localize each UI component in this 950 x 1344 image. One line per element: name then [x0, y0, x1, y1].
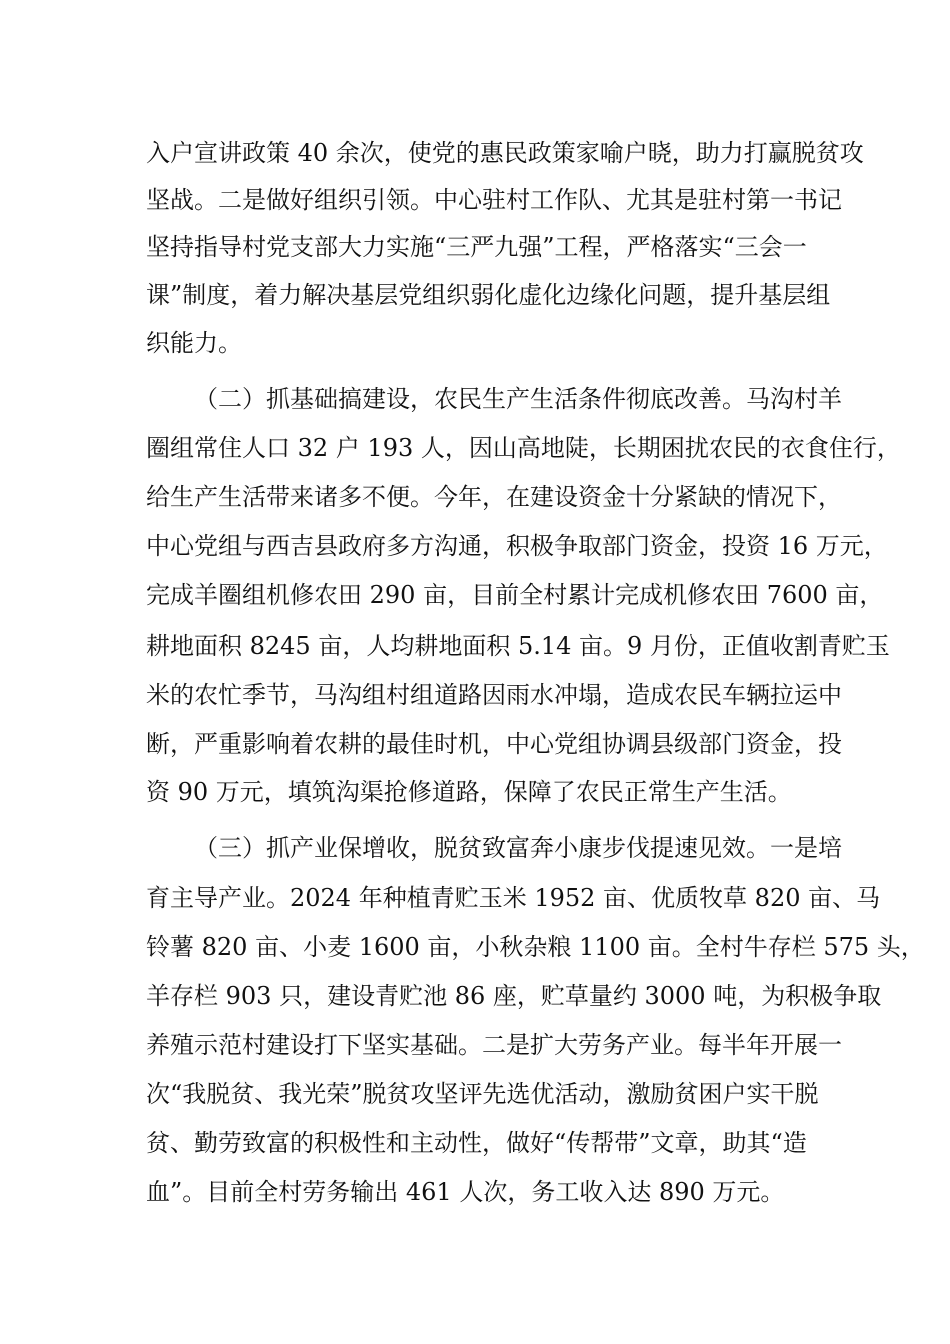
paragraph-2-line-5: 完成羊圈组机修农田 290 亩，目前全村累计完成机修农田 7600 亩， [146, 581, 884, 609]
paragraph-3-line-3: 铃薯 820 亩、小麦 1600 亩，小秋杂粮 1100 亩。全村牛存栏 575 头， [146, 933, 925, 961]
paragraph-3-line-1: （三）抓产业保增收，脱贫致富奔小康步伐提速见效。一是培 [194, 834, 842, 862]
paragraph-3-line-2: 育主导产业。2024 年种植青贮玉米 1952 亩、优质牧草 820 亩、马 [146, 884, 881, 912]
paragraph-3-line-4: 羊存栏 903 只，建设青贮池 86 座，贮草量约 3000 吨，为积极争取 [146, 982, 882, 1010]
paragraph-3-line-6: 次“我脱贫、我光荣”脱贫攻坚评先选优活动，激励贫困户实干脱 [146, 1080, 819, 1108]
paragraph-1-line-1: 入户宣讲政策 40 余次，使党的惠民政策家喻户晓，助力打赢脱贫攻 [146, 139, 864, 167]
paragraph-2-line-4: 中心党组与西吉县政府多方沟通，积极争取部门资金，投资 16 万元， [146, 532, 888, 560]
paragraph-1-line-3: 坚持指导村党支部大力实施“三严九强”工程，严格落实“三会一 [146, 233, 807, 261]
paragraph-2-line-3: 给生产生活带来诸多不便。今年，在建设资金十分紧缺的情况下， [146, 483, 842, 511]
paragraph-2-line-7: 米的农忙季节，马沟组村组道路因雨水冲塌，造成农民车辆拉运中 [146, 681, 842, 709]
paragraph-1-line-2: 坚战。二是做好组织引领。中心驻村工作队、尤其是驻村第一书记 [146, 186, 842, 214]
paragraph-2-line-9: 资 90 万元，填筑沟渠抢修道路，保障了农民正常生产生活。 [146, 778, 792, 806]
paragraph-2-line-1: （二）抓基础搞建设，农民生产生活条件彻底改善。马沟村羊 [194, 385, 842, 413]
paragraph-2-line-2: 圈组常住人口 32 户 193 人，因山高地陡，长期困扰农民的衣食住行， [146, 434, 901, 462]
paragraph-3-line-8: 血”。目前全村劳务输出 461 人次，务工收入达 890 万元。 [146, 1178, 785, 1206]
paragraph-1-line-4: 课”制度，着力解决基层党组织弱化虚化边缘化问题，提升基层组 [146, 281, 831, 309]
paragraph-2-line-8: 断，严重影响着农耕的最佳时机，中心党组协调县级部门资金，投 [146, 730, 842, 758]
paragraph-2-line-6: 耕地面积 8245 亩，人均耕地面积 5.14 亩。9 月份，正值收割青贮玉 [146, 632, 890, 660]
paragraph-3-line-7: 贫、勤劳致富的积极性和主动性，做好“传帮带”文章，助其“造 [146, 1129, 807, 1157]
paragraph-1-line-5: 织能力。 [146, 329, 242, 357]
paragraph-3-line-5: 养殖示范村建设打下坚实基础。二是扩大劳务产业。每半年开展一 [146, 1031, 842, 1059]
